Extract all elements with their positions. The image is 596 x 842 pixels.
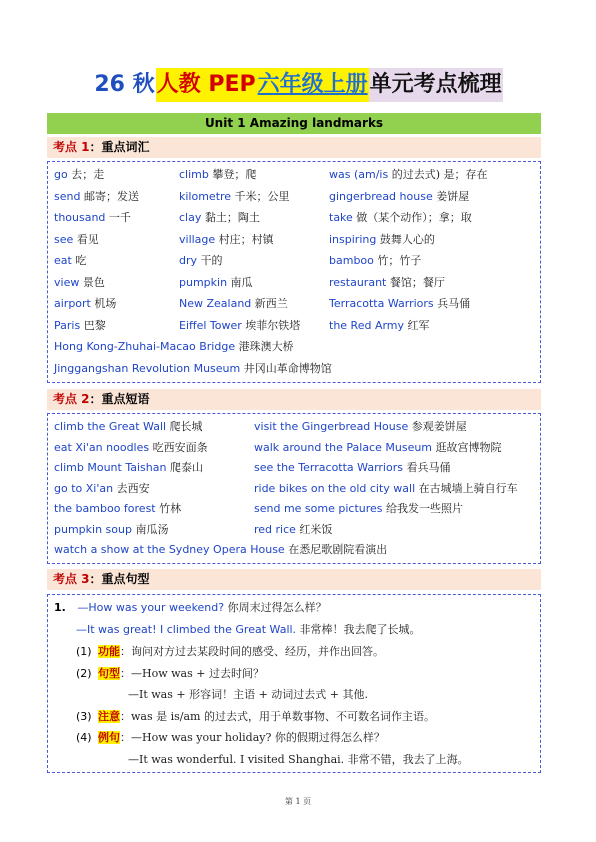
vocab-zh: 的过去式) 是；存在 xyxy=(388,168,488,181)
vocab-item xyxy=(329,254,421,268)
vocab-item xyxy=(54,233,99,247)
vocab-item xyxy=(179,297,288,311)
note-label: 功能 xyxy=(98,645,120,658)
phrase-zh: 参观姜饼屋 xyxy=(408,420,467,433)
vocab-item xyxy=(179,319,300,333)
vocab-zh: 港珠澳大桥 xyxy=(235,340,294,353)
vocab-en: New Zealand xyxy=(179,297,252,310)
sentence-number: 1. xyxy=(54,601,66,614)
vocab-zh: 邮寄；发送 xyxy=(80,189,139,203)
section-key: 考点 3 xyxy=(53,572,90,586)
vocab-en: Jinggangshan Revolution Museum xyxy=(54,361,241,375)
phrase-en: visit the Gingerbread House xyxy=(254,420,409,433)
vocab-item xyxy=(54,362,332,376)
vocab-en: airport xyxy=(54,297,91,310)
sentence-note xyxy=(76,731,385,745)
phrase-zh: 去西安 xyxy=(113,481,150,495)
vocab-zh: 一千 xyxy=(105,211,131,224)
vocab-zh: 巴黎 xyxy=(80,318,106,332)
vocab-zh: 攀登；爬 xyxy=(208,168,257,181)
title-part-2: 人教 PEP xyxy=(156,68,257,102)
vocab-item xyxy=(179,233,274,247)
vocab-zh: 景色 xyxy=(79,275,105,289)
vocab-en: kilometre xyxy=(179,189,232,203)
vocab-item xyxy=(54,340,294,354)
note-colon: ： xyxy=(120,666,131,680)
vocab-en: dry xyxy=(179,254,198,267)
note-text: —How was + 过去时间？ xyxy=(131,666,264,680)
answer-en: —It was great! I climbed the Great Wall. xyxy=(76,623,297,636)
section-key: 考点 2 xyxy=(53,392,90,406)
vocab-en: take xyxy=(329,211,353,224)
vocab-zh: 做（某个动作）；拿；取 xyxy=(352,211,472,224)
vocab-item xyxy=(329,211,472,225)
vocab-item xyxy=(329,319,430,333)
vocab-en: view xyxy=(54,275,80,289)
vocab-en: pumpkin xyxy=(179,275,228,289)
vocab-en: bamboo xyxy=(329,254,374,267)
sentence-answer xyxy=(76,623,421,637)
section-heading-vocab xyxy=(47,137,541,158)
phrase-zh: 爬泰山 xyxy=(166,461,203,474)
phrase-item xyxy=(54,523,168,537)
phrase-item xyxy=(254,461,450,475)
vocab-item xyxy=(329,297,470,311)
phrase-zh: 逛故宫博物院 xyxy=(432,440,502,454)
note-label: 注意 xyxy=(98,709,120,723)
title-part-3: 六年级上册 xyxy=(257,68,369,102)
vocab-zh: 埃菲尔铁塔 xyxy=(241,318,301,332)
phrase-en: climb the Great Wall xyxy=(54,420,167,433)
page-title xyxy=(0,68,596,102)
vocab-zh: 鼓舞人心的 xyxy=(376,232,435,246)
vocab-item xyxy=(179,190,290,204)
vocab-zh: 村庄；村镇 xyxy=(215,232,274,246)
vocab-zh: 去；走 xyxy=(67,168,105,181)
phrase-zh: 看兵马俑 xyxy=(402,461,451,474)
phrase-zh: 吃西安面条 xyxy=(149,440,208,454)
unit-heading: Unit 1 Amazing landmarks xyxy=(47,113,541,134)
phrase-en: send me some pictures xyxy=(254,502,383,515)
phrase-zh: 给我发一些照片 xyxy=(382,502,464,515)
phrase-zh: 爬长城 xyxy=(166,420,203,433)
sentence-box xyxy=(47,594,541,773)
vocab-item xyxy=(54,190,139,204)
note-number: (2) xyxy=(76,666,92,680)
phrase-item xyxy=(54,543,387,557)
vocab-en: was (am/is xyxy=(329,168,389,181)
phrase-zh: 竹林 xyxy=(155,502,182,515)
note-label: 句型 xyxy=(98,666,120,680)
vocab-item xyxy=(329,233,435,247)
phrase-en: go to Xi'an xyxy=(54,481,114,495)
vocab-en: the Red Army xyxy=(329,318,405,332)
phrase-item xyxy=(254,482,518,496)
note-colon: ： xyxy=(120,709,131,723)
section-colon: ： xyxy=(89,140,102,154)
section-colon: ： xyxy=(89,392,102,406)
answer-zh: 非常棒！我去爬了长城。 xyxy=(296,623,421,636)
phrase-en: the bamboo forest xyxy=(54,502,156,515)
note-number: (1) xyxy=(76,645,92,658)
phrase-item xyxy=(54,461,203,475)
phrase-box xyxy=(47,413,541,564)
phrase-zh: 红米饭 xyxy=(295,522,333,536)
vocab-item xyxy=(54,211,131,225)
vocab-item xyxy=(54,254,86,268)
section-colon: ： xyxy=(89,572,102,586)
vocab-item xyxy=(179,276,253,290)
page-number: 第 1 页 xyxy=(284,797,312,806)
vocab-zh: 姜饼屋 xyxy=(432,189,470,203)
note-text: —How was your holiday? 你的假期过得怎么样？ xyxy=(131,731,385,744)
vocab-zh: 千米；公里 xyxy=(231,189,290,203)
vocab-item xyxy=(179,168,256,182)
note-colon: ： xyxy=(120,645,131,658)
note-number: (4) xyxy=(76,731,92,744)
vocab-en: climb xyxy=(179,168,209,181)
vocab-en: eat xyxy=(54,254,72,267)
vocab-en: go xyxy=(54,168,68,181)
vocab-en: clay xyxy=(179,211,202,224)
title-part-4: 单元考点梳理 xyxy=(369,68,503,102)
phrase-item xyxy=(54,441,208,455)
section-title: 重点词汇 xyxy=(101,140,150,154)
vocab-item xyxy=(54,276,105,290)
phrase-item xyxy=(254,420,467,434)
title-part-1: 26 秋 xyxy=(94,72,155,97)
vocab-item xyxy=(329,190,469,204)
vocab-zh: 红军 xyxy=(404,318,430,332)
vocab-item xyxy=(54,168,104,182)
vocab-en: Eiffel Tower xyxy=(179,318,242,332)
vocab-item xyxy=(329,276,445,290)
phrase-zh: 在古城墙上骑自行车 xyxy=(415,481,518,495)
section-title: 重点句型 xyxy=(101,572,150,586)
vocab-zh: 南瓜 xyxy=(227,275,253,289)
sentence-note xyxy=(76,710,435,724)
note-text: —It was + 形容词！主语 + 动词过去式 + 其他. xyxy=(128,688,369,701)
vocab-item xyxy=(179,211,260,225)
vocab-en: Terracotta Warriors xyxy=(329,297,434,310)
phrase-en: walk around the Palace Museum xyxy=(254,440,433,454)
vocab-item xyxy=(329,168,488,182)
vocab-zh: 餐馆；餐厅 xyxy=(386,275,445,289)
note-number: (3) xyxy=(76,709,92,723)
phrase-en: watch a show at the Sydney Opera House xyxy=(54,543,285,556)
vocab-zh: 新西兰 xyxy=(251,297,288,310)
phrase-zh: 在悉尼歌剧院看演出 xyxy=(284,543,388,556)
section-title: 重点短语 xyxy=(101,392,150,406)
note-colon: ： xyxy=(120,731,131,744)
question-en: —How was your weekend? xyxy=(77,601,225,614)
phrase-zh: 南瓜汤 xyxy=(131,522,169,536)
vocab-zh: 黏土；陶土 xyxy=(201,211,260,224)
vocab-zh: 吃 xyxy=(71,254,87,267)
vocab-en: Hong Kong-Zhuhai-Macao Bridge xyxy=(54,340,236,353)
section-key: 考点 1 xyxy=(53,140,90,154)
vocab-item xyxy=(54,297,116,311)
phrase-en: climb Mount Taishan xyxy=(54,461,167,474)
vocab-en: thousand xyxy=(54,211,106,224)
phrase-en: pumpkin soup xyxy=(54,522,132,536)
sentence-note xyxy=(76,645,384,659)
phrase-en: ride bikes on the old city wall xyxy=(254,481,416,495)
phrase-item xyxy=(254,441,502,455)
vocab-en: inspiring xyxy=(329,232,377,246)
vocab-en: gingerbread house xyxy=(329,189,433,203)
phrase-item xyxy=(54,502,181,516)
sentence-question xyxy=(54,601,327,615)
phrase-item xyxy=(54,420,203,434)
vocab-en: send xyxy=(54,189,81,203)
vocab-item xyxy=(54,319,106,333)
vocab-zh: 井冈山革命博物馆 xyxy=(240,361,332,375)
phrase-en: see the Terracotta Warriors xyxy=(254,461,403,474)
note-label: 例句 xyxy=(98,731,120,744)
vocab-en: Paris xyxy=(54,318,81,332)
section-heading-sentences xyxy=(47,569,541,590)
note-text: 询问对方过去某段时间的感受、经历，并作出回答。 xyxy=(131,645,384,658)
vocab-zh: 干的 xyxy=(197,254,223,267)
vocab-zh: 竹；竹子 xyxy=(373,254,422,267)
phrase-item xyxy=(254,523,332,537)
note-text: was 是 is/am 的过去式，用于单数事物、不可数名词作主语。 xyxy=(131,709,435,723)
phrase-en: eat Xi'an noodles xyxy=(54,440,150,454)
question-zh: 你周末过得怎么样？ xyxy=(224,601,327,614)
vocab-en: restaurant xyxy=(329,275,387,289)
sentence-note xyxy=(76,753,469,767)
section-heading-phrases xyxy=(47,389,541,410)
phrase-item xyxy=(254,502,463,516)
vocab-zh: 看见 xyxy=(73,232,99,246)
note-text: —It was wonderful. I visited Shanghai. 非常不错，我去了上海。 xyxy=(128,752,469,766)
vocab-item xyxy=(179,254,223,268)
vocab-zh: 机场 xyxy=(90,297,117,310)
vocab-zh: 兵马俑 xyxy=(433,297,471,310)
phrase-item xyxy=(54,482,150,496)
sentence-note xyxy=(76,667,264,681)
vocab-en: village xyxy=(179,232,216,246)
vocab-box xyxy=(47,161,541,383)
phrase-en: red rice xyxy=(254,522,296,536)
vocab-en: see xyxy=(54,232,74,246)
sentence-note xyxy=(76,688,368,702)
